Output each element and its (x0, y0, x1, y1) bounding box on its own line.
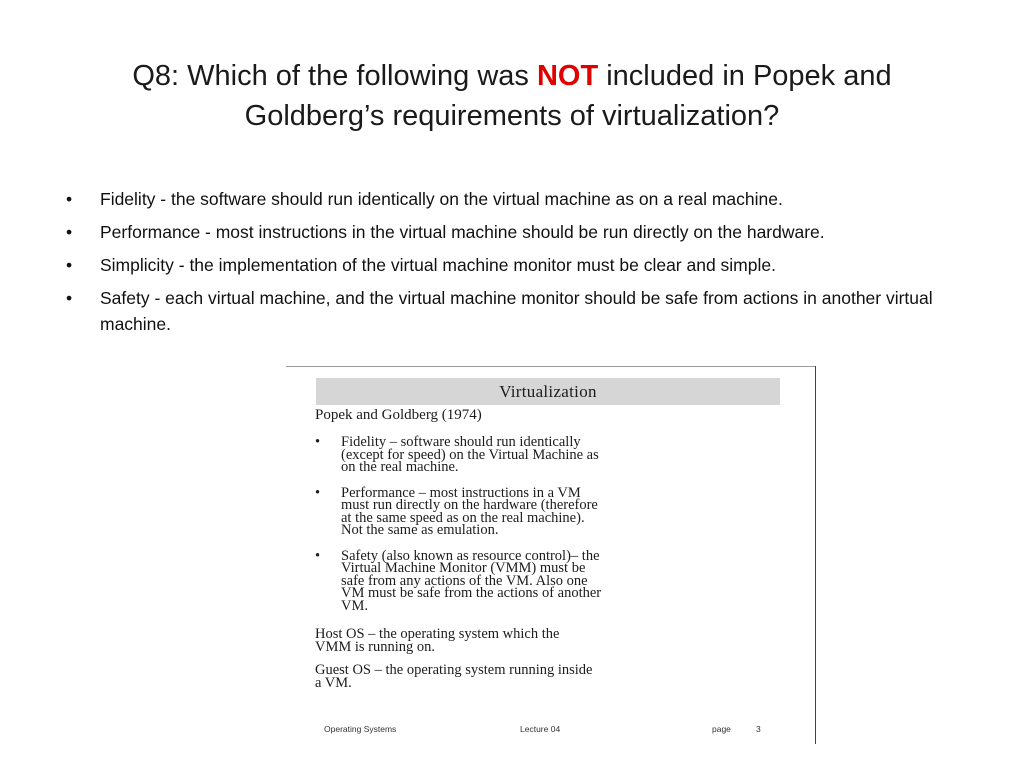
scan-footer-page-label: page (712, 724, 731, 734)
slide-title (60, 56, 964, 136)
title-emphasis-not: NOT (536, 60, 599, 92)
bullet-dot: • (66, 189, 73, 209)
scan-footer-course: Operating Systems (324, 724, 397, 734)
scan-footer (324, 724, 774, 738)
scan-bullet-text: Safety (also known as resource control)– the Virtual Machine Monitor (VMM) must be safe from any actions of the VM. Also one VM must be safe from the actions of another VM. (341, 547, 602, 614)
title-text-after: included in Popek and Goldberg’s requirements of virtualization? (244, 60, 892, 132)
scan-bullet-text: Performance – most instructions in a VM must run directly on the hardware (therefore at the same speed as on the real machine). Not the same as emulation. (341, 484, 598, 538)
bullet-dot: • (66, 288, 73, 308)
scan-bullet-dot: • (315, 547, 321, 564)
scan-frame-right (815, 366, 816, 744)
scan-host-os: Host OS – the operating system which the VMM is running on. (315, 626, 560, 655)
scan-bullet-dot: • (315, 434, 321, 450)
scan-header: Virtualization (316, 378, 780, 405)
bullet-dot: • (66, 222, 73, 242)
scan-bullet-dot: • (315, 484, 321, 501)
option-performance (66, 219, 966, 245)
scan-subtitle: Popek and Goldberg (1974) (315, 407, 482, 423)
scan-bullet-fidelity (315, 436, 785, 474)
scan-frame-top (286, 366, 816, 367)
option-text: Safety - each virtual machine, and the virtual machine monitor should be safe from actions in another virtual machine. (100, 288, 933, 334)
scan-bullet-text: Fidelity – software should run identically (except for speed) on the Virtual Machine as on the real machine. (341, 434, 599, 475)
scan-guest-os: Guest OS – the operating system running inside a VM. (315, 662, 593, 691)
option-fidelity (66, 186, 966, 212)
title-text-before: Q8: Which of the following was (132, 60, 537, 92)
scanned-lecture-slide (286, 366, 816, 744)
option-safety (66, 285, 966, 337)
scan-bullet-safety (315, 547, 785, 614)
scan-footer-lecture: Lecture 04 (520, 724, 561, 734)
scan-bullet-performance (315, 484, 785, 538)
scan-footer-page-number: 3 (756, 724, 761, 734)
option-text: Fidelity - the software should run identically on the virtual machine as on a real machine. (100, 189, 783, 209)
option-text: Simplicity - the implementation of the virtual machine monitor must be clear and simple. (100, 255, 776, 275)
options-list (66, 186, 966, 344)
scan-bullet-list (315, 436, 785, 625)
option-simplicity (66, 252, 966, 278)
bullet-dot: • (66, 255, 73, 275)
option-text: Performance - most instructions in the virtual machine should be run directly on the hardware. (100, 222, 825, 242)
